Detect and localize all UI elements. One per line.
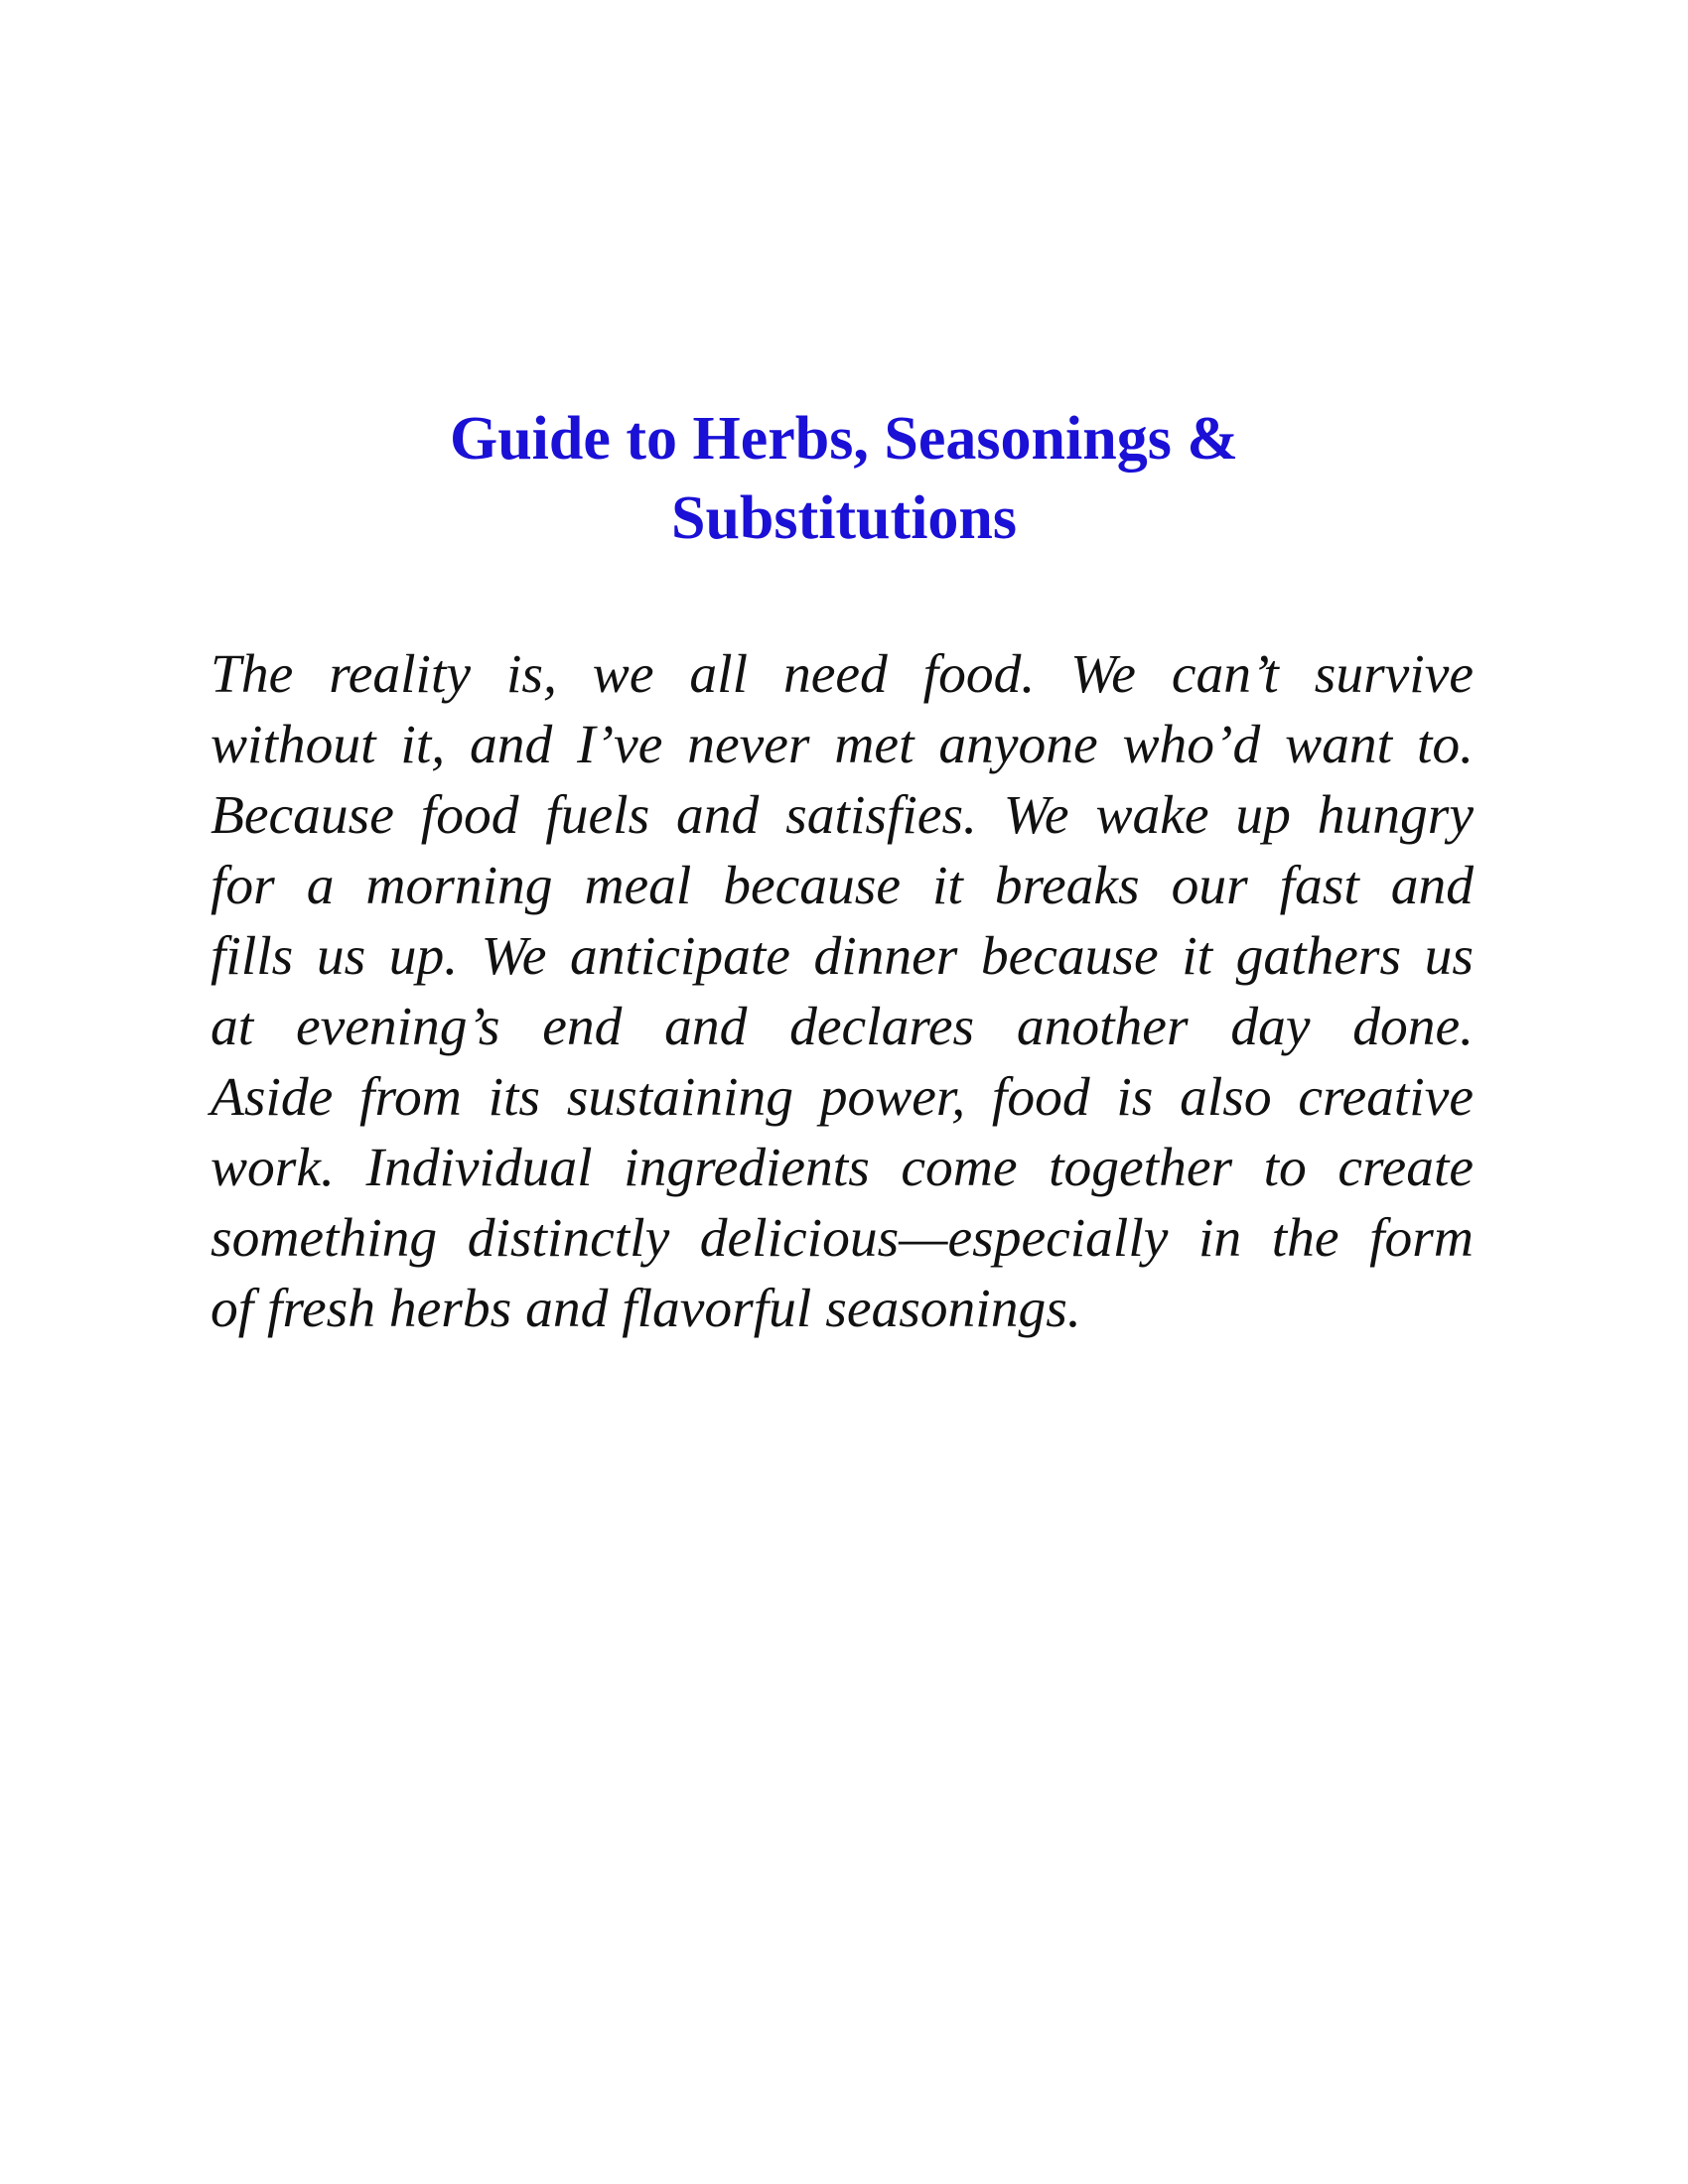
paragraph-line: fills us up. We anticipate dinner because it gathers us: [211, 926, 1474, 987]
title-line: Substitutions: [670, 484, 1018, 552]
paragraph-line: at evening’s end and declares another day done.: [211, 997, 1474, 1057]
paragraph-line: work. Individual ingredients come together to create: [211, 1138, 1474, 1198]
page-title: [0, 399, 1688, 558]
paragraph-line: Aside from its sustaining power, food is also creative: [211, 1067, 1474, 1128]
paragraph-line: without it, and I’ve never met anyone who’d want to.: [211, 715, 1474, 775]
intro-paragraph: [211, 639, 1474, 1344]
paragraph-line: for a morning meal because it breaks our fast and: [211, 856, 1474, 916]
paragraph-line: of fresh herbs and flavorful seasonings.: [211, 1279, 1081, 1339]
paragraph-line: something distinctly delicious—especially in the form: [211, 1208, 1474, 1269]
title-line: Guide to Herbs, Seasonings &: [449, 405, 1239, 473]
paragraph-line: The reality is, we all need food. We can’t survive: [211, 644, 1474, 705]
paragraph-line: Because food fuels and satisfies. We wake up hungry: [211, 785, 1474, 846]
